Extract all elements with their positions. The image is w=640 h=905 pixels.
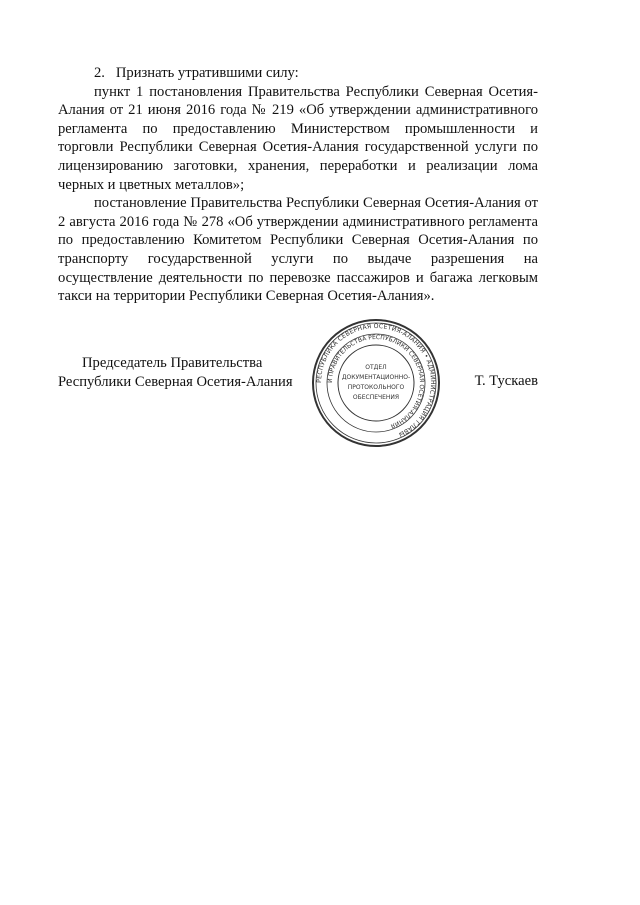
- signature-block: [58, 354, 538, 444]
- seal-outer-text: РЕСПУБЛИКА СЕВЕРНАЯ ОСЕТИЯ-АЛАНИЯ • АДМИНИСТРАЦИЯ ГЛАВЫ: [315, 322, 437, 438]
- position-line-1: Председатель Правительства: [82, 355, 263, 371]
- seal-inner-text: И ПРАВИТЕЛЬСТВА РЕСПУБЛИКИ СЕВЕРНАЯ ОСЕТИЯ-АЛАНИЯ: [326, 333, 426, 430]
- paragraph-resolution-278: постановление Правительства Республики Северная Осетия-Алания от 2 августа 2016 года № 278 «Об утверждении административного регламента по предоставлению Комитетом Республики Северная Осетия-Алания по транспорту государственной услуги по выдаче разрешения на осуществление деятельности по перевозке пассажиров и багажа легковым такси на территории Республики Северная Осетия-Алания».: [58, 195, 538, 305]
- svg-text:ОТДЕЛ: ОТДЕЛ: [365, 364, 387, 371]
- signatory-name: Т. Тускаев: [474, 373, 538, 389]
- position-line-2: Республики Северная Осетия-Алания: [58, 373, 293, 390]
- svg-text:ОБЕСПЕЧЕНИЯ: ОБЕСПЕЧЕНИЯ: [352, 394, 400, 401]
- signatory-position: [58, 354, 293, 391]
- document-body: [58, 64, 538, 306]
- svg-text:ПРОТОКОЛЬНОГО: ПРОТОКОЛЬНОГО: [347, 384, 405, 391]
- paragraph-item-2-heading: 2. Признать утратившими силу:: [94, 65, 299, 81]
- official-seal-stamp: [310, 317, 442, 449]
- svg-text:ДОКУМЕНТАЦИОННО-: ДОКУМЕНТАЦИОННО-: [341, 374, 411, 381]
- paragraph-resolution-219: пункт 1 постановления Правительства Республики Северная Осетия-Алания от 21 июня 2016 года № 219 «Об утверждении административного регламента по предоставлению Министерством промышленности и торговли Республики Северная Осетия-Алания государственной услуги по лицензированию заготовки, хранения, переработки и реализации лома черных и цветных металлов»;: [58, 83, 538, 193]
- seal-center-text: [342, 364, 410, 401]
